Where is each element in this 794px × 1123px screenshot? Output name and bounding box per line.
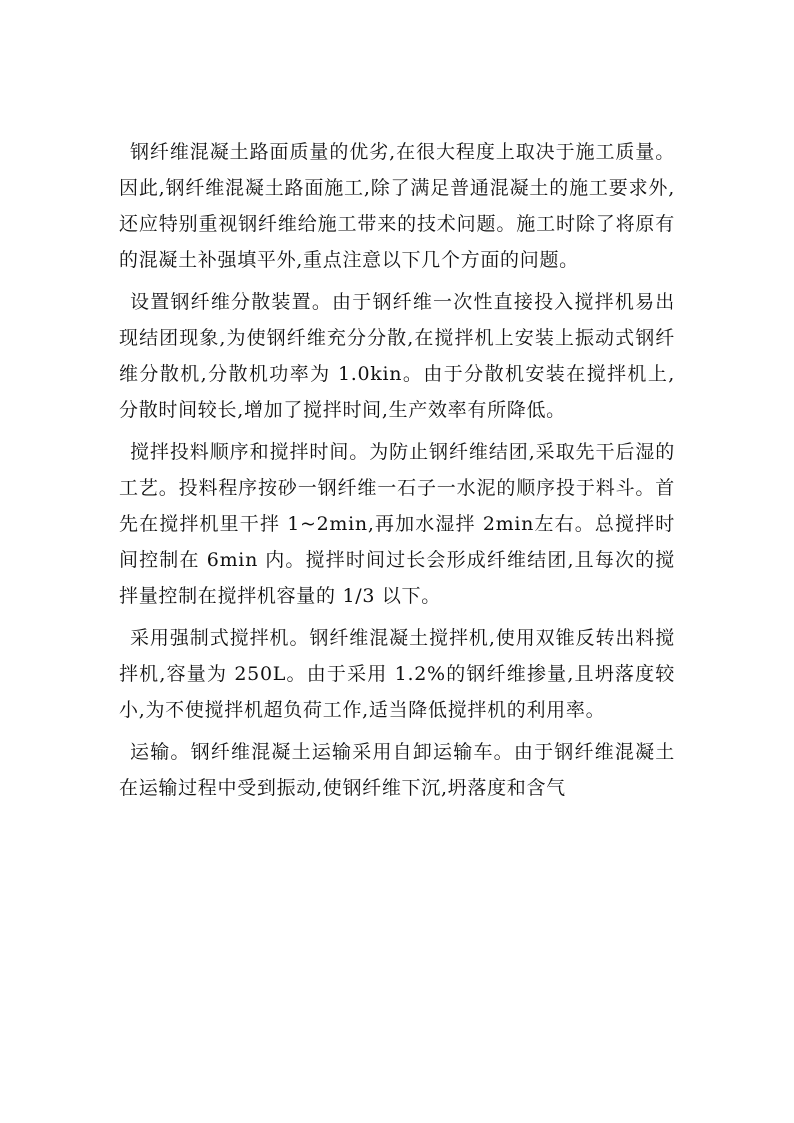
paragraph-forced-mixer: 采用强制式搅拌机。钢纤维混凝土搅拌机,使用双锥反转出料搅拌机,容量为 250L。由于采用 1.2%的钢纤维掺量,且坍落度较小,为不使搅拌机超负荷工作,适当降低搅拌机的利用率。	[119, 627, 675, 721]
paragraph-fiber-dispersion: 设置钢纤维分散装置。由于钢纤维一次性直接投入搅拌机易出现结团现象,为使钢纤维充分分散,在搅拌机上安装上振动式钢纤维分散机,分散机功率为 1.0kin。由于分散机安装在搅拌机上,分散时间较长,增加了搅拌时间,生产效率有所降低。	[119, 291, 675, 421]
document-body	[119, 134, 675, 812]
paragraph-transport: 运输。钢纤维混凝土运输采用自卸运输车。由于钢纤维混凝土在运输过程中受到振动,使钢纤维下沉,坍落度和含气	[119, 741, 675, 799]
paragraph-quality-overview: 钢纤维混凝土路面质量的优劣,在很大程度上取决于施工质量。因此,钢纤维混凝土路面施工,除了满足普通混凝土的施工要求外,还应特别重视钢纤维给施工带来的技术问题。施工时除了将原有的混凝土补强填平外,重点注意以下几个方面的问题。	[119, 141, 675, 271]
paragraph-mixing-order: 搅拌投料顺序和搅拌时间。为防止钢纤维结团,采取先干后湿的工艺。投料程序按砂一钢纤维一石子一水泥的顺序投于料斗。首先在搅拌机里干拌 1~2min,再加水湿拌 2min左右。总搅拌时间控制在 6min 内。搅拌时间过长会形成纤维结团,且每次的搅拌量控制在搅拌机容量的 1/3 以下。	[119, 441, 675, 607]
